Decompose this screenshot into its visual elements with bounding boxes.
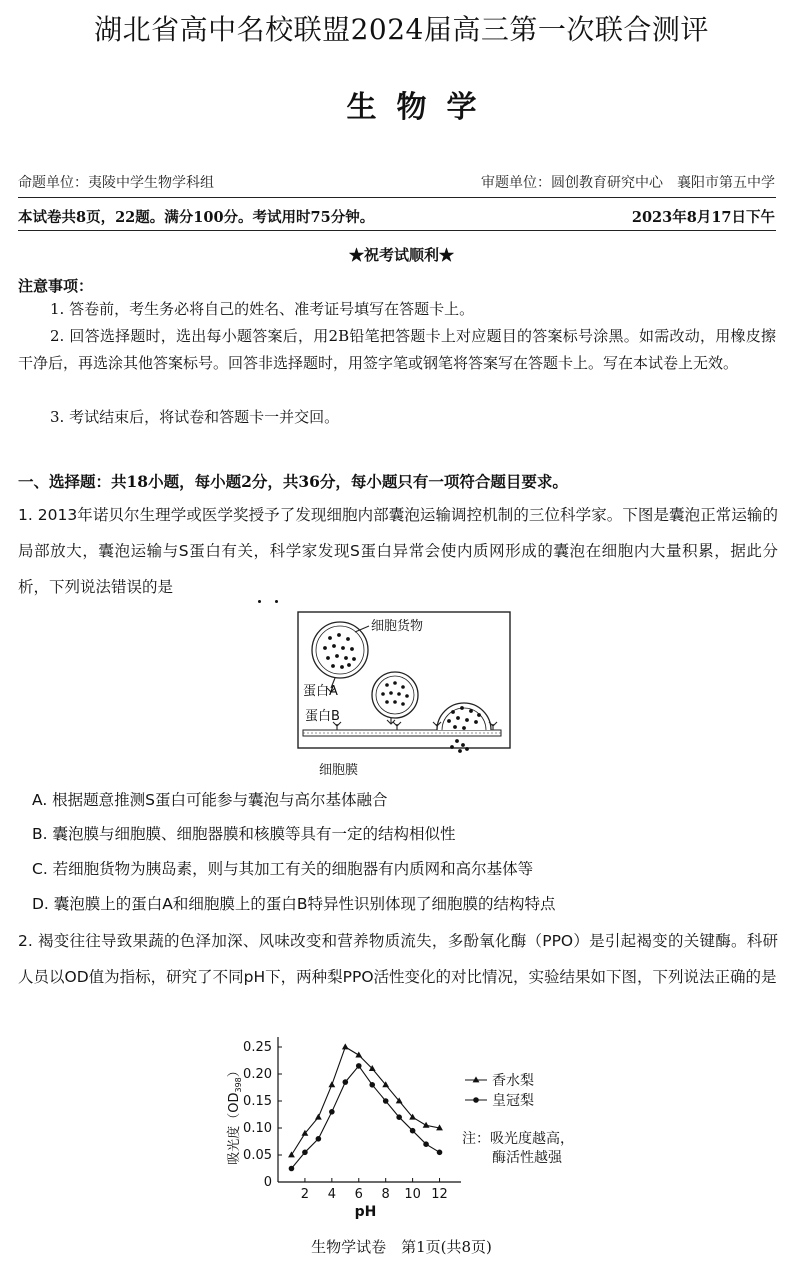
data-point	[329, 1109, 335, 1115]
x-axis-label: pH	[354, 1204, 377, 1220]
proposer-line: 命题单位：夷陵中学生物学科组	[18, 175, 214, 191]
x-tick-label: 6	[354, 1187, 363, 1202]
data-point	[316, 1136, 322, 1142]
q1-option-c: C. 若细胞货物为胰岛素，则与其加工有关的细胞器有内质网和高尔基体等	[32, 860, 534, 878]
header-divider	[18, 197, 776, 198]
exam-date: 2023年8月17日下午	[631, 209, 775, 226]
series-line-2	[291, 1066, 439, 1169]
x-tick-label: 2	[300, 1187, 310, 1202]
x-tick-label: 10	[404, 1187, 421, 1202]
data-point	[410, 1128, 416, 1134]
question-2-text: 2. 褐变往往导致果蔬的色泽加深、风味改变和营养物质流失，多酚氧化酶（PPO）是引起褐变的关键酶。科研人员以OD值为指标，研究了不同pH下，两种梨PPO活性变化的对比情况，实验结果如下图，下列说法正确的是	[18, 932, 778, 986]
good-luck-banner: ★祝考试顺利★	[348, 246, 454, 264]
data-point	[343, 1079, 349, 1085]
data-point	[356, 1063, 362, 1069]
data-point	[289, 1166, 295, 1172]
question-1-text: 1. 2013年诺贝尔生理学或医学奖授予了发现细胞内部囊泡运输调控机制的三位科学家。下图是囊泡正常运输的局部放大，囊泡运输与S蛋白有关，科学家发现S蛋白异常会使内质网形成的囊泡在细胞内大量积累，据此分析，下列说法错误的是	[18, 506, 778, 596]
note-item-1: 1. 答卷前，考生务必将自己的姓名、准考证号填写在答题卡上。	[50, 300, 475, 318]
reviewer-line: 审题单位：圆创教育研究中心 襄阳市第五中学	[481, 175, 775, 191]
question-2-stem	[18, 923, 778, 995]
data-point	[423, 1141, 429, 1147]
section-heading: 一、选择题：共18小题，每小题2分，共36分，每小题只有一项符合题目要求。	[18, 472, 568, 491]
data-point	[355, 1052, 362, 1058]
exam-title: 湖北省高中名校联盟2024届高三第一次联合测评	[94, 13, 709, 46]
emphasis-dot	[275, 600, 278, 603]
note-item-3: 3. 考试结束后，将试卷和答题卡一并交回。	[50, 408, 340, 426]
data-point	[302, 1150, 308, 1156]
y-tick-label: 0.10	[243, 1121, 272, 1136]
data-point	[369, 1082, 375, 1088]
chart-note-line-1: 注：吸光度越高，	[462, 1131, 574, 1147]
q1-option-d: D. 囊泡膜上的蛋白A和细胞膜上的蛋白B特异性识别体现了细胞膜的结构特点	[32, 895, 556, 913]
data-point	[315, 1114, 322, 1120]
paper-info: 本试卷共8页，22题。满分100分。考试用时75分钟。	[18, 209, 375, 226]
y-axis-label: 吸光度$(OD_{398})$	[227, 1064, 243, 1165]
subject-title: 生物学	[346, 90, 497, 125]
y-tick-label: 0.20	[243, 1067, 272, 1082]
chart-note-line-2: 酶活性越强	[492, 1150, 562, 1166]
data-point	[423, 1122, 430, 1128]
legend-label: 香水梨	[492, 1073, 534, 1089]
y-tick-label: 0.15	[243, 1094, 272, 1109]
vesicle-2	[372, 672, 418, 718]
notes-heading: 注意事项：	[18, 277, 94, 295]
data-point	[288, 1151, 295, 1157]
legend-marker	[473, 1097, 479, 1103]
series-line-1	[291, 1047, 439, 1155]
legend-label: 皇冠梨	[492, 1093, 534, 1109]
data-point	[342, 1043, 349, 1049]
page-footer: 生物学试卷 第1页(共8页)	[311, 1238, 492, 1256]
x-tick-label: 12	[431, 1187, 448, 1202]
label-protein-b: 蛋白B	[305, 709, 340, 724]
y-tick-label: 0.25	[243, 1040, 272, 1055]
data-point	[396, 1114, 402, 1120]
data-point	[383, 1098, 389, 1104]
q1-option-b: B. 囊泡膜与细胞膜、细胞器膜和核膜等具有一定的结构相似性	[32, 825, 456, 843]
vesicle-figure	[297, 608, 517, 786]
data-point	[437, 1150, 443, 1156]
q1-option-a: A. 根据题意推测S蛋白可能参与囊泡与高尔基体融合	[32, 791, 388, 809]
y-tick-label: 0	[263, 1175, 272, 1190]
note-item-2: 2. 回答选择题时，选出每小题答案后，用2B铅笔把答题卡上对应题目的答案标号涂黑。如需改动，用橡皮擦干净后，再选涂其他答案标号。回答非选择题时，用签字笔或钢笔将答案写在答题卡上。写在本试卷上无效。	[18, 327, 776, 372]
x-tick-label: 8	[381, 1187, 390, 1202]
question-1-stem	[18, 497, 778, 605]
info-divider	[18, 230, 776, 231]
label-protein-a: 蛋白A	[303, 684, 338, 699]
label-cargo: 细胞货物	[371, 619, 424, 634]
x-tick-label: 4	[327, 1187, 336, 1202]
label-membrane: 细胞膜	[319, 763, 359, 778]
y-tick-label: 0.05	[243, 1148, 272, 1163]
legend-marker	[473, 1076, 480, 1082]
data-point	[328, 1081, 335, 1087]
emphasis-dot	[258, 600, 261, 603]
